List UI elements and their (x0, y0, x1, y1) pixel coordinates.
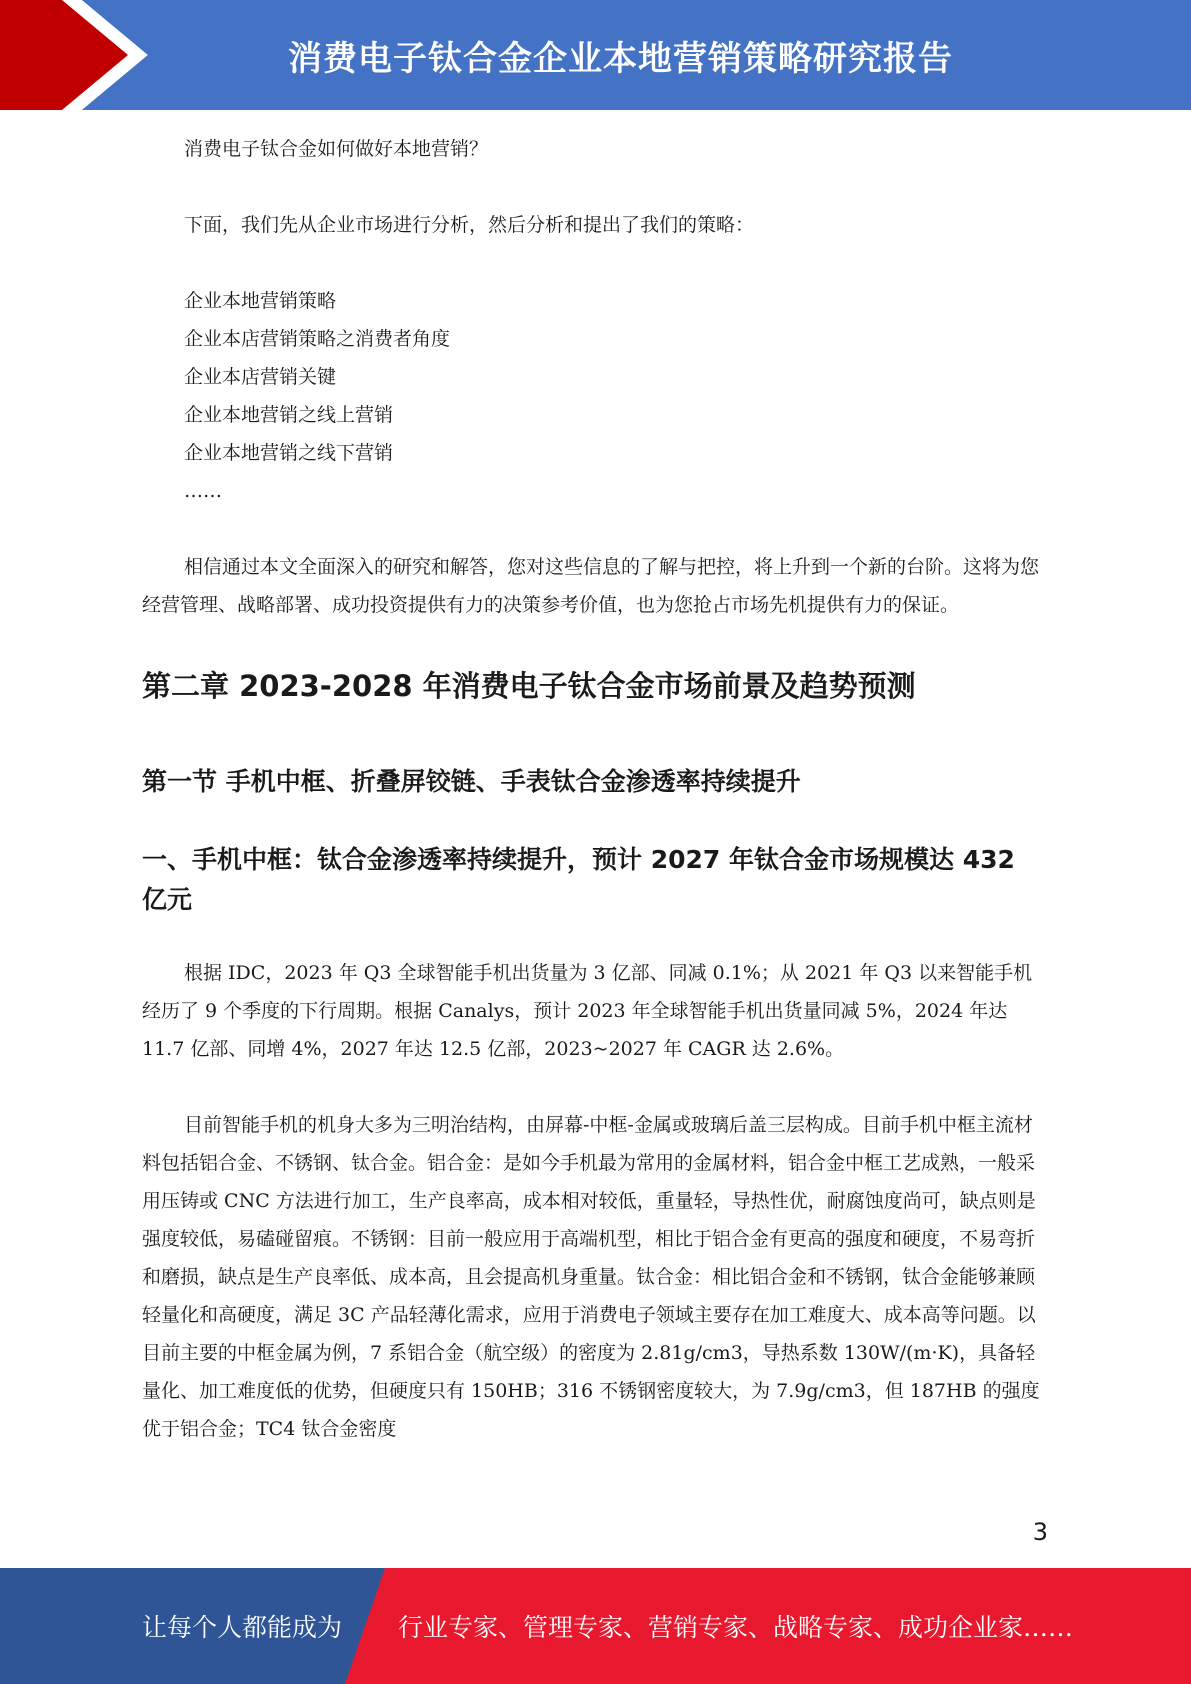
body-paragraph: 目前智能手机的机身大多为三明治结构，由屏幕-中框-金属或玻璃后盖三层构成。目前手机中框主流材料包括铝合金、不锈钢、钛合金。铝合金：是如今手机最为常用的金属材料，铝合金中框工艺成熟，一般采用压铸或 CNC 方法进行加工，生产良率高，成本相对较低，重量轻，导热性优，耐腐蚀度尚可，缺点则是强度较低，易磕碰留痕。不锈钢：目前一般应用于高端机型，相比于铝合金有更高的强度和硬度，不易弯折和磨损，缺点是生产良率低、成本高，且会提高机身重量。钛合金：相比铝合金和不锈钢，钛合金能够兼顾轻量化和高硬度，满足 3C 产品轻薄化需求，应用于消费电子领域主要存在加工难度大、成本高等问题。以目前主要的中框金属为例，7 系铝合金（航空级）的密度为 2.81g/cm3，导热系数 130W/(m·K)，具备轻量化、加工难度低的优势，但硬度只有 150HB；316 不锈钢密度较大，为 7.9g/cm3，但 187HB 的强度优于铝合金；TC4 钛合金密度 (142, 1114, 1040, 1440)
list-item: …… (184, 480, 222, 502)
footer-roles: 行业专家、管理专家、营销专家、战略专家、成功企业家…… (398, 1613, 1074, 1642)
list-item: 企业本地营销之线上营销 (184, 404, 394, 426)
intro-lead: 下面，我们先从企业市场进行分析，然后分析和提出了我们的策略： (184, 214, 755, 236)
list-item: 企业本店营销策略之消费者角度 (184, 328, 451, 350)
subsection-title: 一、手机中框：钛合金渗透率持续提升，预计 2027 年钛合金市场规模达 432 亿元 (142, 845, 1015, 914)
header-banner (0, 0, 1191, 110)
section-title: 第一节 手机中框、折叠屏铰链、手表钛合金渗透率持续提升 (142, 767, 801, 796)
intro-closing: 相信通过本文全面深入的研究和解答，您对这些信息的了解与把控，将上升到一个新的台阶。这将为您经营管理、战略部署、成功投资提供有力的决策参考价值，也为您抢占市场先机提供有力的保证。 (142, 556, 1040, 616)
footer-banner (0, 1568, 1191, 1684)
footer-slogan: 让每个人都能成为 (142, 1613, 343, 1642)
report-title: 消费电子钛合金企业本地营销策略研究报告 (288, 38, 953, 79)
body-paragraph: 根据 IDC，2023 年 Q3 全球智能手机出货量为 3 亿部、同减 0.1%；从 2021 年 Q3 以来智能手机经历了 9 个季度的下行周期。根据 Canalys，预计 2023 年全球智能手机出货量同减 5%，2024 年达 11.7 亿部、同增 4%，2027 年达 12.5 亿部，2023~2027 年 CAGR 达 2.6%。 (142, 962, 1033, 1060)
chapter-title: 第二章 2023-2028 年消费电子钛合金市场前景及趋势预测 (142, 669, 916, 703)
list-item: 企业本店营销关键 (184, 366, 337, 388)
intro-question: 消费电子钛合金如何做好本地营销？ (184, 138, 489, 160)
page-body (142, 130, 1047, 1448)
list-item: 企业本地营销策略 (184, 290, 337, 312)
strategy-list (142, 282, 1047, 510)
page-number: 3 (1032, 1518, 1048, 1546)
list-item: 企业本地营销之线下营销 (184, 442, 394, 464)
